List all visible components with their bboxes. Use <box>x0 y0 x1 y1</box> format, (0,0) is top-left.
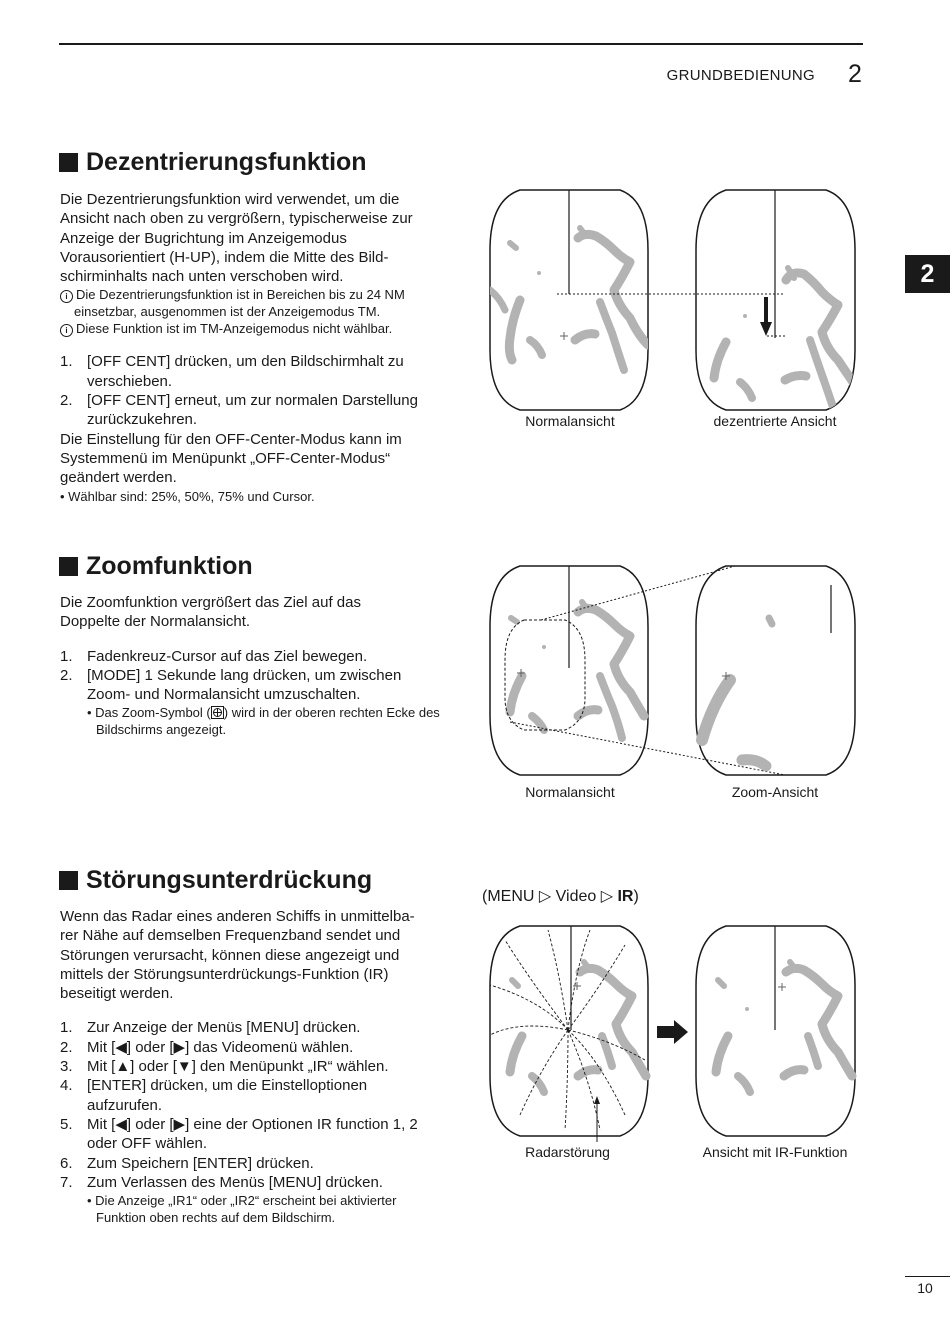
heading-square-icon <box>59 557 78 576</box>
arrow-right-icon <box>657 1020 688 1044</box>
offcenter-text <box>60 190 445 505</box>
triangle-right-icon: ▷ <box>600 888 618 905</box>
text-line: Störungen verursacht, können diese angezeigt und <box>60 946 400 964</box>
text-line: schirminhalts nach unten verschoben wird. <box>60 268 344 286</box>
list-item: 1. Fadenkreuz-Cursor auf das Ziel bewegen. <box>60 647 445 666</box>
step-text: [ENTER] drücken, um die Einstelloptionen aufzurufen. <box>87 1077 368 1114</box>
ir-heading <box>59 866 372 895</box>
list-item: 4. [ENTER] drücken, um die Einstelloptionen aufzurufen. <box>60 1076 445 1115</box>
step-text: Mit [◀] oder [▶] das Videomenü wählen. <box>87 1038 354 1056</box>
caption-normal-view: Normalansicht <box>525 784 615 800</box>
step-text: [OFF CENT] drücken, um den Bildschirmhalt zu verschieben. <box>87 353 404 390</box>
sub-bullet: • Die Anzeige „IR1“ oder „IR2“ erscheint bei aktivierter Funktion oben rechts auf dem Bildschirm. <box>87 1193 397 1226</box>
menu-text: Video <box>551 888 601 905</box>
text-line: Die Zoomfunktion vergrößert das Ziel auf das <box>60 594 361 611</box>
text-line: rer Nähe auf demselben Frequenzband sendet und <box>60 927 401 945</box>
radar-normal-view <box>490 190 648 410</box>
note-text: Die Dezentrierungsfunktion ist in Bereichen bis zu 24 NM einsetzbar, ausgenommen ist der Anzeigemodus TM. <box>74 287 405 320</box>
offcenter-heading <box>59 148 367 177</box>
ir-text <box>60 907 445 1226</box>
text-line: Wenn das Radar eines anderen Schiffs in unmittelba- <box>60 908 415 925</box>
radar-offcenter-view <box>557 190 855 410</box>
list-item: 2. Mit [◀] oder [▶] das Videomenü wählen. <box>60 1038 445 1057</box>
chapter-number: 2 <box>848 60 862 88</box>
ir-title: Störungsunterdrückung <box>86 866 373 894</box>
caption-ir-view: Ansicht mit IR-Funktion <box>702 1144 848 1160</box>
page-number: 10 <box>917 1280 933 1296</box>
zoom-text <box>60 593 445 738</box>
info-note <box>60 320 445 337</box>
list-item: 1. Zur Anzeige der Menüs [MENU] drücken. <box>60 1018 445 1037</box>
heading-square-icon <box>59 871 78 890</box>
zoom-heading <box>59 552 253 581</box>
list-item: 5. Mit [◀] oder [▶] eine der Optionen IR function 1, 2 oder OFF wählen. <box>60 1115 445 1154</box>
menu-path <box>482 886 639 906</box>
list-item: 7. Zum Verlassen des Menüs [MENU] drücken. <box>60 1173 445 1192</box>
triangle-right-icon: ▷ <box>538 888 552 905</box>
running-header: GRUNDBEDIENUNG <box>666 67 815 84</box>
heading-square-icon <box>59 153 78 172</box>
text-line: mittels der Störungsunterdrückungs-Funktion (IR) <box>60 965 389 983</box>
top-rule <box>59 43 863 45</box>
page-number-rule <box>905 1276 950 1277</box>
radar-ir-view <box>696 926 855 1136</box>
caption-normal-view: Normalansicht <box>525 413 615 429</box>
text-line: geändert werden. <box>60 469 177 487</box>
chapter-tab: 2 <box>905 255 950 293</box>
info-icon: i <box>60 290 73 303</box>
zoom-symbol-icon <box>211 706 224 719</box>
text-line: Ansicht nach oben zu vergrößern, typischerweise zur <box>60 210 413 228</box>
sub-text: ) wird in der oberen rechten Ecke des Bildschirms angezeigt. <box>96 705 440 738</box>
step-text: Mit [▲] oder [▼] den Menüpunkt „IR“ wählen. <box>87 1058 389 1076</box>
list-item: 1. [OFF CENT] drücken, um den Bildschirmhalt zu verschieben. <box>60 352 445 391</box>
step-text: Fadenkreuz-Cursor auf das Ziel bewegen. <box>87 647 368 665</box>
menu-text: ) <box>633 888 639 905</box>
list-item: 2. [MODE] 1 Sekunde lang drücken, um zwischen Zoom- und Normalansicht umzuschalten. <box>60 666 445 705</box>
list-item: 3. Mit [▲] oder [▼] den Menüpunkt „IR“ wählen. <box>60 1057 445 1076</box>
step-text: Mit [◀] oder [▶] eine der Optionen IR function 1, 2 oder OFF wählen. <box>87 1115 418 1153</box>
radar-zoom-view <box>696 566 855 775</box>
list-item: 6. Zum Speichern [ENTER] drücken. <box>60 1154 445 1173</box>
caption-zoom-view: Zoom-Ansicht <box>731 784 819 800</box>
info-note <box>60 286 445 320</box>
caption-offcenter-view: dezentrierte Ansicht <box>713 413 837 429</box>
step-text: Zum Speichern [ENTER] drücken. <box>87 1154 314 1172</box>
caption-interference: Radarstörung <box>525 1144 610 1160</box>
text-line: Doppelte der Normalansicht. <box>60 613 251 631</box>
step-text: Zum Verlassen des Menüs [MENU] drücken. <box>87 1173 383 1191</box>
menu-item-ir: IR <box>617 888 634 905</box>
sub-text: • Das Zoom-Symbol ( <box>87 705 211 721</box>
sub-bullet <box>60 704 445 738</box>
menu-text: (MENU <box>482 888 539 905</box>
zoom-title: Zoomfunktion <box>86 552 253 580</box>
text-line: Vorausorientiert (H-UP), indem die Mitte des Bild- <box>60 248 389 266</box>
text-line: Systemmenü im Menüpunkt „OFF-Center-Modus“ <box>60 449 391 467</box>
step-text: Zur Anzeige der Menüs [MENU] drücken. <box>87 1019 361 1037</box>
step-text: [OFF CENT] erneut, um zur normalen Darstellung zurückzukehren. <box>87 392 418 429</box>
list-item: 2. [OFF CENT] erneut, um zur normalen Darstellung zurückzukehren. <box>60 391 445 430</box>
radar-interference-view <box>490 926 648 1142</box>
text-line: beseitigt werden. <box>60 985 174 1003</box>
info-icon: i <box>60 324 73 337</box>
step-text: [MODE] 1 Sekunde lang drücken, um zwischen Zoom- und Normalansicht umzuschalten. <box>87 666 402 704</box>
radar-zoom-source <box>490 566 785 775</box>
text-line: Die Dezentrierungsfunktion wird verwendet, um die <box>60 191 400 208</box>
arrow-down-icon <box>760 322 772 336</box>
text-line: Die Einstellung für den OFF-Center-Modus kann im <box>60 430 402 448</box>
offcenter-title: Dezentrierungsfunktion <box>86 148 367 176</box>
text-line: Anzeige der Bugrichtung im Anzeigemodus <box>60 229 347 247</box>
note-text: Diese Funktion ist im TM-Anzeigemodus nicht wählbar. <box>76 321 393 337</box>
bullet-note: • Wählbar sind: 25%, 50%, 75% und Cursor. <box>60 488 315 504</box>
